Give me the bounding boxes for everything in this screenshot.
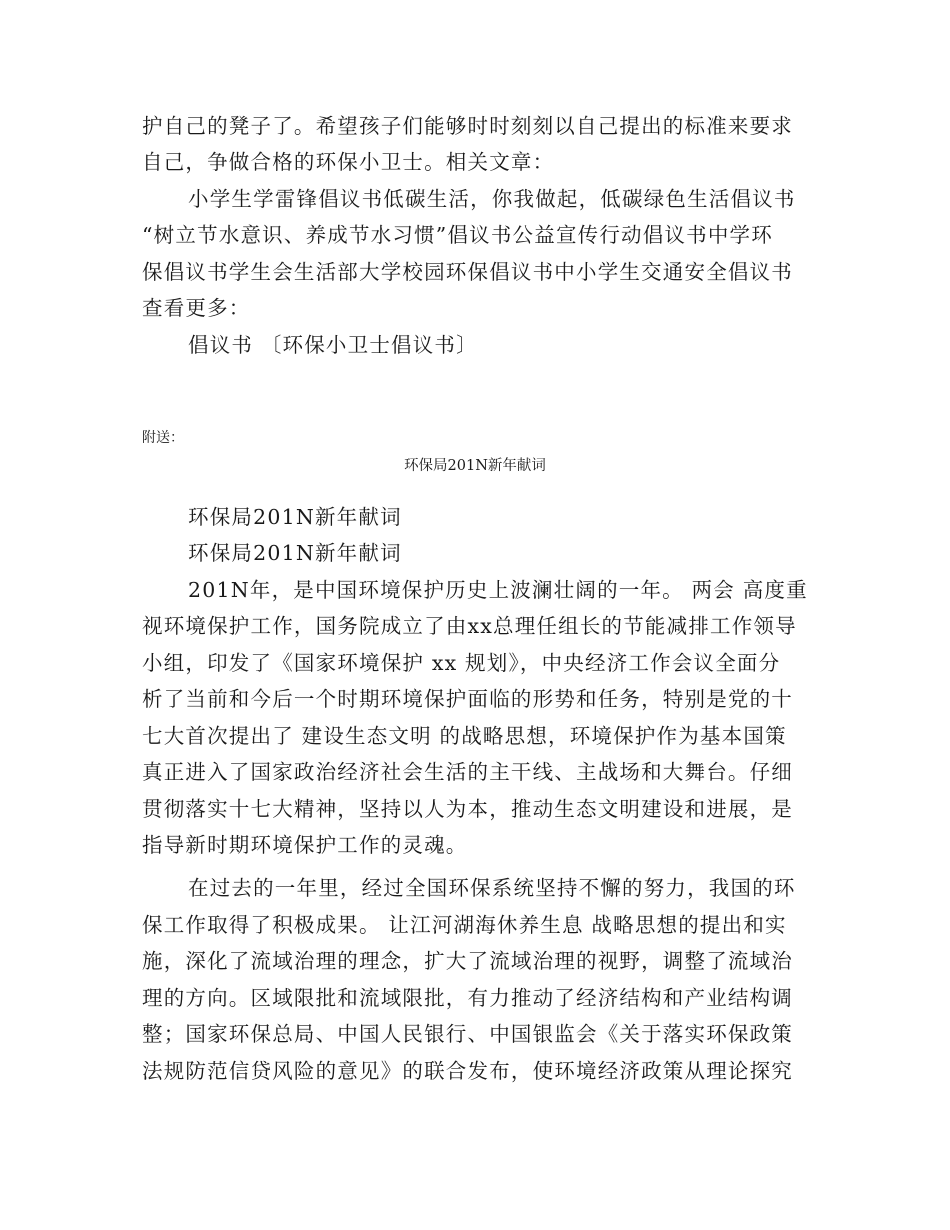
body-text-line: 贯彻落实十七大精神，坚持以人为本，推动生态文明建设和进展，是	[142, 797, 793, 821]
body-text-line: 析了当前和今后一个时期环境保护面临的形势和任务，特别是党的十	[142, 687, 793, 711]
body-text-line: 查看更多：	[142, 296, 251, 320]
body-text-line: 护自己的凳子了。希望孩子们能够时时刻刻以自己提出的标准来要求	[142, 114, 793, 138]
subheading-line: 环保局201N新年献词	[188, 541, 402, 565]
body-text-line: 自己，争做合格的环保小卫士。相关文章：	[142, 150, 555, 174]
body-text-line: 小组，印发了《国家环境保护 xx 规划》，中央经济工作会议全面分	[142, 651, 781, 675]
body-text-line: 理的方向。区域限批和流域限批，有力推动了经济结构和产业结构调	[142, 986, 793, 1010]
body-text-line: 整；国家环保总局、中国人民银行、中国银监会《关于落实环保政策	[142, 1022, 793, 1046]
subheading-line: 环保局201N新年献词	[188, 505, 402, 529]
body-text-line: 保倡议书学生会生活部大学校园环保倡议书中小学生交通安全倡议书	[142, 260, 793, 284]
body-text-line: 七大首次提出了 建设生态文明 的战略思想，环境保护作为基本国策	[142, 724, 787, 748]
appendix-label: 附送：	[142, 430, 184, 446]
body-text-line: 201N年，是中国环境保护历史上波澜壮阔的一年。 两会 高度重	[188, 578, 808, 602]
appendix-title: 环保局201N新年献词	[404, 458, 546, 474]
body-text-line: 视环境保护工作，国务院成立了由xx总理任组长的节能减排工作领导	[142, 614, 797, 638]
body-text-line: “树立节水意识、养成节水习惯”倡议书公益宣传行动倡议书中学环	[142, 223, 773, 247]
body-text-line: 指导新时期环境保护工作的灵魂。	[142, 833, 468, 857]
body-text-line: 施，深化了流域治理的理念，扩大了流域治理的视野，调整了流域治	[142, 949, 793, 973]
body-text-line: 法规防范信贷风险的意见》的联合发布，使环境经济政策从理论探究	[142, 1059, 793, 1083]
body-text-line: 小学生学雷锋倡议书低碳生活，你我做起，低碳绿色生活倡议书	[188, 187, 796, 211]
body-text-line: 保工作取得了积极成果。 让江河湖海休养生息 战略思想的提出和实	[142, 913, 787, 937]
body-text-line: 真正进入了国家政治经济社会生活的主干线、主战场和大舞台。仔细	[142, 760, 793, 784]
body-text-line: 倡议书 〔环保小卫士倡议书〕	[188, 333, 478, 357]
body-text-line: 在过去的一年里，经过全国环保系统坚持不懈的努力，我国的环	[188, 876, 796, 900]
